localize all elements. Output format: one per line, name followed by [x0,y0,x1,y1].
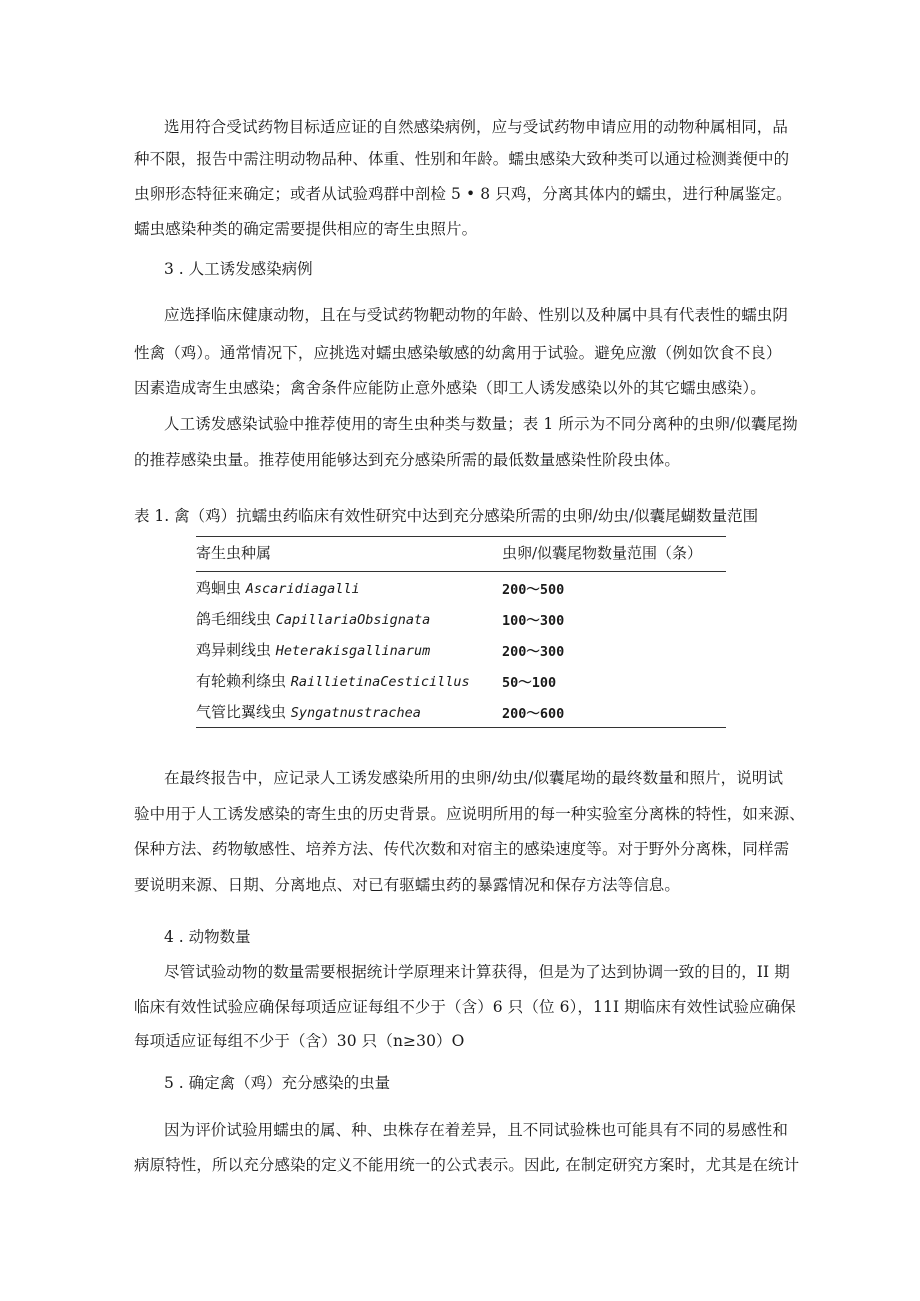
paragraph-1-line-4: 蠕虫感染种类的确定需要提供相应的寄生虫照片。 [134,220,478,238]
table-cell-range: 100～300 [502,612,565,629]
paragraph-5-line-2: 临床有效性试验应确保每项适应证每组不少于（含）6 只（位 6），11I 期临床有效性试验应确保 [134,998,796,1016]
paragraph-4-line-4: 要说明来源、日期、分离地点、对已有驱蠕虫药的暴露情况和保存方法等信息。 [134,876,681,894]
table-cell-species [196,665,502,696]
paragraph-2-line-3: 因素造成寄生虫感染；禽舍条件应能防止意外感染（即工人诱发感染以外的其它蠕虫感染）。 [134,379,766,397]
paragraph-1-line-3: 虫卵形态特征来确定；或者从试验鸡群中剖检 5 • 8 只鸡，分离其体内的蠕虫，进行种属鉴定。 [134,185,792,203]
table-cell-range: 200～500 [502,581,565,598]
species-latin: Ascaridiagalli [245,581,360,597]
table-header-species: 寄生虫种属 [196,537,502,572]
table-cell-species [196,696,502,728]
paragraph-2-line-1: 应选择临床健康动物，且在与受试药物靶动物的年龄、性别以及种属中具有代表性的蠕虫阴 [164,306,789,324]
species-latin: CapillariaObsignata [275,612,431,628]
section-4-heading: 4 . 动物数量 [164,928,251,946]
species-cn: 有轮赖利绦虫 [196,672,287,690]
table-cell-species [196,634,502,665]
table-cell-range: 200～300 [502,643,565,660]
species-cn: 气管比翼线虫 [196,703,287,721]
paragraph-1-line-2: 种不限，报告中需注明动物品种、体重、性别和年龄。蠕虫感染大致种类可以通过检测粪便中的 [134,150,790,168]
table-cell-species [196,603,502,634]
table-header-range: 虫卵/似囊尾物数量范围（条） [502,537,726,572]
table-row [196,572,726,604]
table-1 [196,536,726,728]
paragraph-5-line-1: 尽管试验动物的数量需要根据统计学原理来计算获得，但是为了达到协调一致的目的，II 期 [164,963,790,981]
section-3-heading: 3 . 人工诱发感染病例 [164,260,313,278]
table-row [196,665,726,696]
paragraph-4-line-2: 验中用于人工诱发感染的寄生虫的历史背景。应说明所用的每一种实验室分离株的特性，如来源、 [134,805,805,823]
species-latin: Syngatnustrachea [290,705,421,721]
species-cn: 鸡异刺线虫 [196,641,272,659]
paragraph-6-line-2: 病原特性，所以充分感染的定义不能用统一的公式表示。因此, 在制定研究方案时，尤其是在统计 [134,1156,800,1174]
table-1-caption: 表 1. 禽（鸡）抗蠕虫药临床有效性研究中达到充分感染所需的虫卵/幼虫/似囊尾蝴数量范围 [134,507,759,525]
table-row [196,603,726,634]
table-row [196,634,726,665]
section-5-heading: 5 . 确定禽（鸡）充分感染的虫量 [164,1074,391,1092]
table-row [196,696,726,728]
table-cell-species [196,572,502,604]
species-latin: RaillietinaCesticillus [290,674,470,690]
species-cn: 鸽毛细线虫 [196,610,272,628]
paragraph-5-line-3: 每项适应证每组不少于（含）30 只（n≥30）O [134,1032,465,1050]
species-cn: 鸡蛔虫 [196,579,242,597]
table-cell-range: 50～100 [502,674,557,691]
species-latin: Heterakisgallinarum [275,643,431,659]
paragraph-4-line-1: 在最终报告中，应记录人工诱发感染所用的虫卵/幼虫/似囊尾坳的最终数量和照片，说明试 [164,769,784,787]
paragraph-6-line-1: 因为评价试验用蠕虫的属、种、虫株存在着差异，且不同试验株也可能具有不同的易感性和 [164,1121,789,1139]
paragraph-3-line-1: 人工诱发感染试验中推荐使用的寄生虫种类与数量；表 1 所示为不同分离种的虫卵/似囊尾拗 [164,415,798,433]
paragraph-2-line-2: 性禽（鸡）。通常情况下，应挑选对蠕虫感染敏感的幼禽用于试验。避免应激（例如饮食不良） [134,344,782,362]
table-header-row [196,537,726,572]
paragraph-3-line-2: 的推荐感染虫量。推荐使用能够达到充分感染所需的最低数量感染性阶段虫体。 [134,451,681,469]
table-cell-range: 200～600 [502,696,726,728]
paragraph-4-line-3: 保种方法、药物敏感性、培养方法、传代次数和对宿主的感染速度等。对于野外分离株，同样需 [134,840,790,858]
paragraph-1-line-1: 选用符合受试药物目标适应证的自然感染病例，应与受试药物申请应用的动物种属相同，品 [164,118,789,136]
